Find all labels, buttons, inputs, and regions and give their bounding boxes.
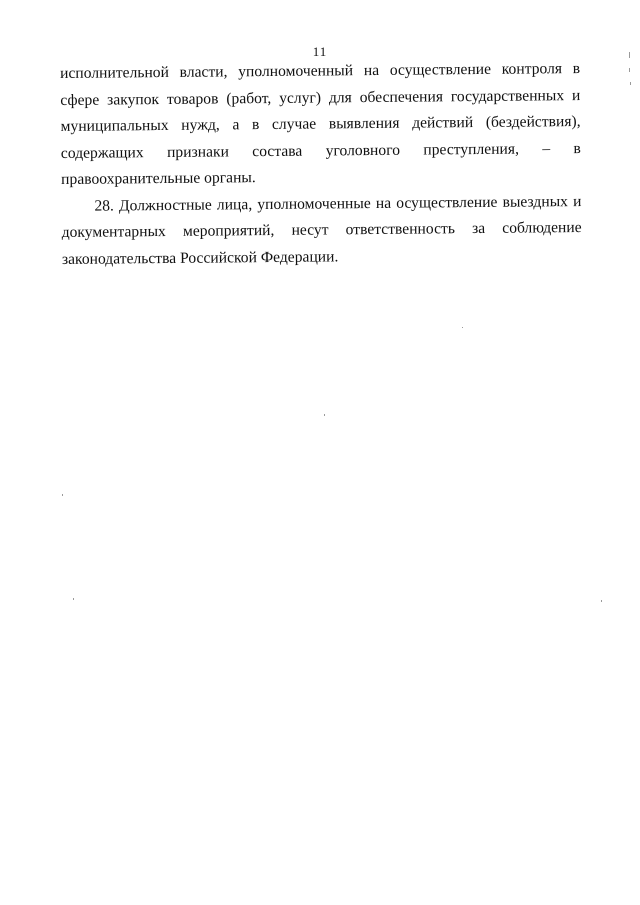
scan-artifact bbox=[462, 327, 463, 328]
scan-artifact bbox=[601, 600, 602, 602]
paragraph-continuation: исполнительной власти, уполномоченный на осуществление контроля в сфере закупок товаров (работ, услуг) для обеспечения государственных и муниципальных нужд, а в случае выявления действий (бездействия), содержащих признаки состава уголовного преступления, – в правоохранительные органы. bbox=[60, 60, 581, 188]
scan-artifact bbox=[324, 414, 325, 416]
paragraph-28: 28. Должностные лица, уполномоченные на осуществление выездных и документарных мероприятий, несут ответственность за соблюдение законодательства Российской Федерации. bbox=[61, 192, 582, 268]
scan-artifact bbox=[62, 494, 63, 496]
scan-artifact bbox=[629, 52, 630, 58]
scan-artifact bbox=[73, 598, 74, 600]
scan-artifact bbox=[630, 82, 631, 85]
scan-artifact bbox=[629, 68, 630, 72]
document-body bbox=[60, 56, 582, 273]
page-number: 11 bbox=[312, 44, 328, 59]
